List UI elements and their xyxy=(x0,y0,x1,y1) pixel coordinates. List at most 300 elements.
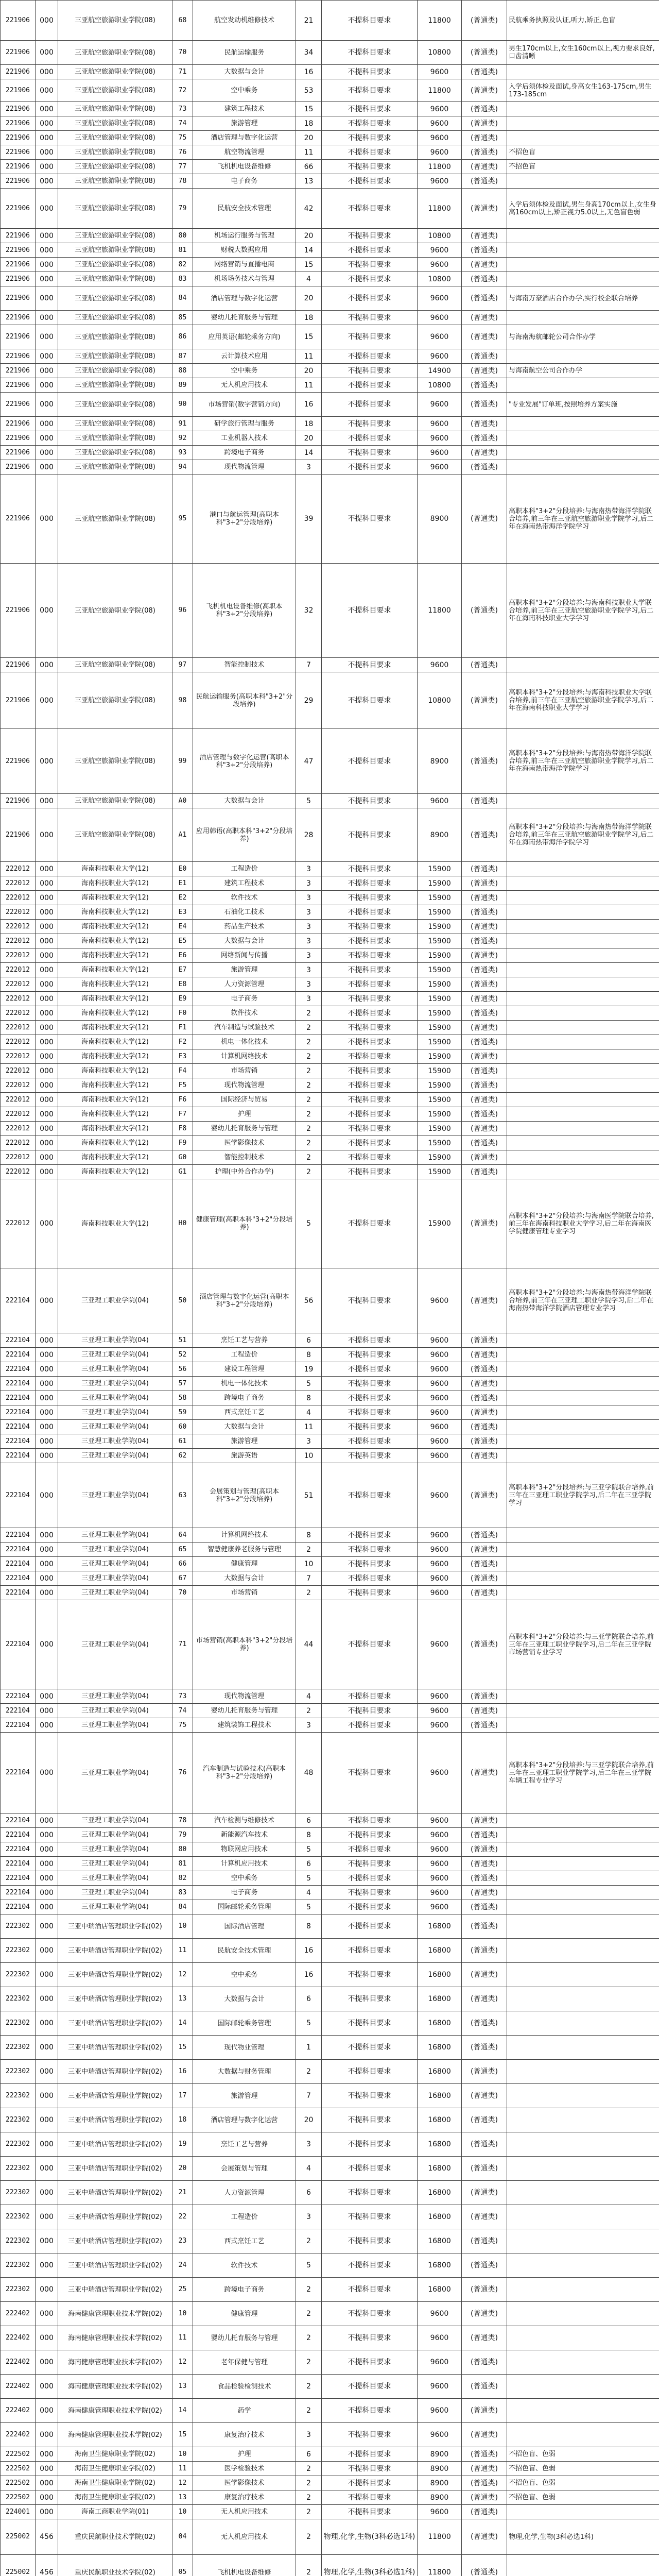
remark-cell xyxy=(507,116,659,131)
remark-cell xyxy=(507,378,659,393)
tuition-cell: 15900 xyxy=(418,876,462,891)
major-name-cell: 酒店管理与数字化运营(高职本科"3+2"分段培养) xyxy=(193,729,296,794)
category-cell: (普通类) xyxy=(462,145,507,160)
subject-requirement-cell: 不提科目要求 xyxy=(322,1586,418,1600)
remark-cell xyxy=(507,1391,659,1405)
major-code-cell: 98 xyxy=(172,672,193,729)
table-row xyxy=(1,2462,659,2476)
category-cell: (普通类) xyxy=(462,2375,507,2399)
plan-count-cell: 21 xyxy=(296,1,322,41)
tuition-cell: 16800 xyxy=(418,2278,462,2302)
college-name-cell: 三亚航空旅游职业学院(08) xyxy=(58,393,172,417)
major-code-cell: 84 xyxy=(172,286,193,311)
type-code-cell: 000 xyxy=(36,1528,58,1543)
college-name-cell: 三亚航空旅游职业学院(08) xyxy=(58,564,172,658)
category-cell: (普通类) xyxy=(462,2447,507,2462)
remark-cell xyxy=(507,2375,659,2399)
table-row xyxy=(1,658,659,672)
table-row xyxy=(1,2505,659,2519)
category-cell: (普通类) xyxy=(462,393,507,417)
college-code-cell: 221906 xyxy=(1,393,36,417)
major-name-cell: 飞机机电设备维修 xyxy=(193,2555,296,2576)
remark-cell xyxy=(507,1528,659,1543)
remark-cell xyxy=(507,349,659,364)
major-name-cell: 护理 xyxy=(193,1107,296,1122)
remark-cell xyxy=(507,1078,659,1093)
type-code-cell: 456 xyxy=(36,2555,58,2576)
category-cell: (普通类) xyxy=(462,286,507,311)
subject-requirement-cell: 不提科目要求 xyxy=(322,2423,418,2447)
major-name-cell: 护理 xyxy=(193,2447,296,2462)
subject-requirement-cell: 不提科目要求 xyxy=(322,1165,418,1179)
plan-count-cell: 3 xyxy=(296,920,322,934)
tuition-cell: 16800 xyxy=(418,2036,462,2060)
college-code-cell: 222012 xyxy=(1,1093,36,1107)
college-name-cell: 海南科技职业大学(12) xyxy=(58,1049,172,1064)
type-code-cell: 000 xyxy=(36,1362,58,1377)
table-row xyxy=(1,1,659,41)
college-name-cell: 三亚理工职业学院(04) xyxy=(58,1857,172,1871)
type-code-cell: 000 xyxy=(36,2205,58,2229)
remark-cell xyxy=(507,65,659,79)
category-cell: (普通类) xyxy=(462,2108,507,2132)
major-code-cell: 70 xyxy=(172,1586,193,1600)
college-code-cell: 221906 xyxy=(1,65,36,79)
remark-cell xyxy=(507,1107,659,1122)
tuition-cell: 15900 xyxy=(418,963,462,977)
tuition-cell: 10800 xyxy=(418,272,462,286)
major-name-cell: 烹饪工艺与营养 xyxy=(193,2132,296,2157)
subject-requirement-cell: 不提科目要求 xyxy=(322,1348,418,1362)
major-name-cell: 护理(中外合作办学) xyxy=(193,1165,296,1179)
category-cell: (普通类) xyxy=(462,1391,507,1405)
college-name-cell: 三亚理工职业学院(04) xyxy=(58,1333,172,1348)
college-code-cell: 222012 xyxy=(1,1122,36,1136)
plan-count-cell: 66 xyxy=(296,160,322,174)
college-name-cell: 三亚航空旅游职业学院(08) xyxy=(58,311,172,325)
tuition-cell: 15900 xyxy=(418,1107,462,1122)
table-row xyxy=(1,1842,659,1857)
table-row xyxy=(1,431,659,446)
type-code-cell: 000 xyxy=(36,1586,58,1600)
remark-cell xyxy=(507,1586,659,1600)
tuition-cell: 8900 xyxy=(418,2476,462,2490)
major-code-cell: 23 xyxy=(172,2229,193,2253)
major-name-cell: 食品检验检测技术 xyxy=(193,2375,296,2399)
major-name-cell: 健康管理(高职本科"3+2"分段培养) xyxy=(193,1179,296,1268)
college-name-cell: 海南健康管理职业技术学院(02) xyxy=(58,2350,172,2375)
tuition-cell: 9600 xyxy=(418,1434,462,1449)
tuition-cell: 11800 xyxy=(418,1,462,41)
remark-cell xyxy=(507,1006,659,1021)
plan-count-cell: 14 xyxy=(296,446,322,460)
tuition-cell: 9600 xyxy=(418,1842,462,1857)
major-name-cell: 旅游管理 xyxy=(193,116,296,131)
tuition-cell: 15900 xyxy=(418,934,462,948)
college-code-cell: 222012 xyxy=(1,905,36,920)
type-code-cell: 000 xyxy=(36,1842,58,1857)
table-row xyxy=(1,1914,659,1939)
college-code-cell: 222302 xyxy=(1,2132,36,2157)
category-cell: (普通类) xyxy=(462,1,507,41)
college-code-cell: 222104 xyxy=(1,1333,36,1348)
subject-requirement-cell: 不提科目要求 xyxy=(322,1049,418,1064)
college-code-cell: 222012 xyxy=(1,1078,36,1093)
type-code-cell: 000 xyxy=(36,2375,58,2399)
table-row xyxy=(1,1268,659,1333)
major-code-cell: 22 xyxy=(172,2205,193,2229)
major-name-cell: 软件技术 xyxy=(193,1006,296,1021)
category-cell: (普通类) xyxy=(462,1842,507,1857)
subject-requirement-cell: 不提科目要求 xyxy=(322,2447,418,2462)
college-name-cell: 三亚中瑞酒店管理职业学院(02) xyxy=(58,1939,172,1963)
type-code-cell: 000 xyxy=(36,1,58,41)
category-cell: (普通类) xyxy=(462,729,507,794)
major-name-cell: 国际酒店管理 xyxy=(193,1914,296,1939)
subject-requirement-cell: 不提科目要求 xyxy=(322,65,418,79)
major-name-cell: 飞机机电设备维修(高职本科"3+2"分段培养) xyxy=(193,564,296,658)
subject-requirement-cell: 不提科目要求 xyxy=(322,2011,418,2036)
college-code-cell: 222402 xyxy=(1,2326,36,2350)
tuition-cell: 8900 xyxy=(418,2490,462,2505)
table-row xyxy=(1,1449,659,1463)
major-code-cell: 86 xyxy=(172,325,193,349)
subject-requirement-cell: 不提科目要求 xyxy=(322,272,418,286)
remark-cell xyxy=(507,2108,659,2132)
college-name-cell: 三亚理工职业学院(04) xyxy=(58,1268,172,1333)
remark-cell xyxy=(507,2060,659,2084)
subject-requirement-cell: 不提科目要求 xyxy=(322,1857,418,1871)
table-row xyxy=(1,963,659,977)
major-code-cell: 96 xyxy=(172,564,193,658)
category-cell: (普通类) xyxy=(462,1268,507,1333)
remark-cell xyxy=(507,102,659,116)
table-row xyxy=(1,1391,659,1405)
major-code-cell: 11 xyxy=(172,1939,193,1963)
college-name-cell: 三亚理工职业学院(04) xyxy=(58,1828,172,1842)
type-code-cell: 000 xyxy=(36,1914,58,1939)
major-name-cell: 新能源汽车技术 xyxy=(193,1828,296,1842)
college-name-cell: 三亚航空旅游职业学院(08) xyxy=(58,364,172,378)
major-name-cell: 港口与航运管理(高职本科"3+2"分段培养) xyxy=(193,474,296,564)
plan-count-cell: 3 xyxy=(296,862,322,876)
major-code-cell: G0 xyxy=(172,1150,193,1165)
remark-cell: 与海南海航邮轮公司合作办学 xyxy=(507,325,659,349)
college-code-cell: 221906 xyxy=(1,286,36,311)
major-code-cell: F3 xyxy=(172,1049,193,1064)
tuition-cell: 9600 xyxy=(418,1362,462,1377)
tuition-cell: 8900 xyxy=(418,2447,462,2462)
plan-count-cell: 2 xyxy=(296,2375,322,2399)
college-name-cell: 三亚理工职业学院(04) xyxy=(58,1405,172,1420)
college-code-cell: 222104 xyxy=(1,1733,36,1814)
major-code-cell: E5 xyxy=(172,934,193,948)
remark-cell xyxy=(507,905,659,920)
type-code-cell: 000 xyxy=(36,1718,58,1733)
table-row xyxy=(1,2555,659,2576)
major-name-cell: 汽车检测与维修技术 xyxy=(193,1814,296,1828)
college-name-cell: 海南健康管理职业技术学院(02) xyxy=(58,2423,172,2447)
category-cell: (普通类) xyxy=(462,1571,507,1586)
major-code-cell: H0 xyxy=(172,1179,193,1268)
college-code-cell: 222104 xyxy=(1,1857,36,1871)
table-row xyxy=(1,116,659,131)
type-code-cell: 000 xyxy=(36,446,58,460)
major-code-cell: 12 xyxy=(172,2350,193,2375)
type-code-cell: 000 xyxy=(36,1348,58,1362)
tuition-cell: 9600 xyxy=(418,1857,462,1871)
college-name-cell: 三亚中瑞酒店管理职业学院(02) xyxy=(58,2011,172,2036)
college-name-cell: 海南科技职业大学(12) xyxy=(58,1035,172,1049)
remark-cell: 与海南航空公司合作办学 xyxy=(507,364,659,378)
college-code-cell: 222012 xyxy=(1,948,36,963)
major-name-cell: 民航运输服务(高职本科"3+2"分段培养) xyxy=(193,672,296,729)
plan-count-cell: 2 xyxy=(296,2326,322,2350)
table-row xyxy=(1,2181,659,2205)
major-code-cell: 91 xyxy=(172,417,193,431)
type-code-cell: 000 xyxy=(36,1136,58,1150)
plan-count-cell: 11 xyxy=(296,1420,322,1434)
tuition-cell: 11800 xyxy=(418,2555,462,2576)
plan-count-cell: 18 xyxy=(296,417,322,431)
plan-count-cell: 53 xyxy=(296,79,322,102)
college-name-cell: 三亚中瑞酒店管理职业学院(02) xyxy=(58,2278,172,2302)
type-code-cell: 000 xyxy=(36,79,58,102)
major-code-cell: 15 xyxy=(172,2423,193,2447)
remark-cell xyxy=(507,460,659,474)
remark-cell: "专业发展"订单班,按照培养方案实施 xyxy=(507,393,659,417)
college-name-cell: 三亚中瑞酒店管理职业学院(02) xyxy=(58,2205,172,2229)
major-name-cell: 市场营销(数字营销方向) xyxy=(193,393,296,417)
type-code-cell: 000 xyxy=(36,417,58,431)
college-code-cell: 222302 xyxy=(1,2181,36,2205)
college-name-cell: 海南科技职业大学(12) xyxy=(58,1122,172,1136)
category-cell: (普通类) xyxy=(462,325,507,349)
college-code-cell: 222104 xyxy=(1,1842,36,1857)
remark-cell xyxy=(507,2278,659,2302)
major-code-cell: E3 xyxy=(172,905,193,920)
category-cell: (普通类) xyxy=(462,2505,507,2519)
table-row xyxy=(1,729,659,794)
major-code-cell: F7 xyxy=(172,1107,193,1122)
type-code-cell: 000 xyxy=(36,1165,58,1179)
college-code-cell: 222502 xyxy=(1,2476,36,2490)
tuition-cell: 15900 xyxy=(418,1078,462,1093)
major-name-cell: 现代物流管理 xyxy=(193,1689,296,1704)
major-name-cell: 现代物流管理 xyxy=(193,460,296,474)
major-code-cell: 94 xyxy=(172,460,193,474)
remark-cell: 物理,化学,生物(3科必选1科) xyxy=(507,2519,659,2555)
type-code-cell: 000 xyxy=(36,808,58,862)
type-code-cell: 000 xyxy=(36,1122,58,1136)
subject-requirement-cell: 不提科目要求 xyxy=(322,1107,418,1122)
category-cell: (普通类) xyxy=(462,1420,507,1434)
subject-requirement-cell: 不提科目要求 xyxy=(322,325,418,349)
subject-requirement-cell: 不提科目要求 xyxy=(322,1333,418,1348)
college-code-cell: 222012 xyxy=(1,1107,36,1122)
remark-cell xyxy=(507,1064,659,1078)
major-code-cell: 83 xyxy=(172,272,193,286)
tuition-cell: 15900 xyxy=(418,1035,462,1049)
remark-cell: 男生170cm以上,女生160cm以上,视力要求良好,口齿清晰 xyxy=(507,41,659,65)
table-row xyxy=(1,1857,659,1871)
type-code-cell: 000 xyxy=(36,1600,58,1689)
remark-cell xyxy=(507,2036,659,2060)
major-name-cell: 酒店管理与数字化运营 xyxy=(193,131,296,145)
remark-cell: 不招色盲、色弱 xyxy=(507,2476,659,2490)
plan-count-cell: 1 xyxy=(296,2036,322,2060)
remark-cell xyxy=(507,1704,659,1718)
table-row xyxy=(1,378,659,393)
type-code-cell: 000 xyxy=(36,2490,58,2505)
subject-requirement-cell: 不提科目要求 xyxy=(322,920,418,934)
type-code-cell: 000 xyxy=(36,1571,58,1586)
category-cell: (普通类) xyxy=(462,1049,507,1064)
major-name-cell: 康复治疗技术 xyxy=(193,2490,296,2505)
major-code-cell: G1 xyxy=(172,1165,193,1179)
tuition-cell: 11800 xyxy=(418,160,462,174)
plan-count-cell: 2 xyxy=(296,2519,322,2555)
category-cell: (普通类) xyxy=(462,948,507,963)
type-code-cell: 000 xyxy=(36,1093,58,1107)
college-code-cell: 221906 xyxy=(1,102,36,116)
major-code-cell: 93 xyxy=(172,446,193,460)
plan-count-cell: 15 xyxy=(296,102,322,116)
college-code-cell: 222104 xyxy=(1,1828,36,1842)
tuition-cell: 9600 xyxy=(418,393,462,417)
major-code-cell: 57 xyxy=(172,1377,193,1391)
plan-count-cell: 6 xyxy=(296,1333,322,1348)
remark-cell xyxy=(507,272,659,286)
plan-count-cell: 56 xyxy=(296,1268,322,1333)
plan-count-cell: 2 xyxy=(296,1136,322,1150)
subject-requirement-cell: 不提科目要求 xyxy=(322,1600,418,1689)
major-code-cell: 79 xyxy=(172,189,193,229)
plan-count-cell: 15 xyxy=(296,258,322,272)
tuition-cell: 16800 xyxy=(418,2011,462,2036)
tuition-cell: 15900 xyxy=(418,920,462,934)
college-code-cell: 221906 xyxy=(1,174,36,189)
type-code-cell: 000 xyxy=(36,729,58,794)
type-code-cell: 000 xyxy=(36,2350,58,2375)
major-name-cell: 汽车制造与试验技术 xyxy=(193,1021,296,1035)
category-cell: (普通类) xyxy=(462,2060,507,2084)
plan-count-cell: 16 xyxy=(296,65,322,79)
college-name-cell: 三亚航空旅游职业学院(08) xyxy=(58,243,172,258)
college-name-cell: 三亚航空旅游职业学院(08) xyxy=(58,474,172,564)
category-cell: (普通类) xyxy=(462,1064,507,1078)
table-row xyxy=(1,174,659,189)
subject-requirement-cell: 不提科目要求 xyxy=(322,393,418,417)
major-name-cell: 药品生产技术 xyxy=(193,920,296,934)
college-code-cell: 222302 xyxy=(1,2205,36,2229)
college-code-cell: 222402 xyxy=(1,2375,36,2399)
major-code-cell: 85 xyxy=(172,311,193,325)
type-code-cell: 000 xyxy=(36,2447,58,2462)
major-name-cell: 机电一体化技术 xyxy=(193,1377,296,1391)
type-code-cell: 000 xyxy=(36,658,58,672)
college-name-cell: 海南科技职业大学(12) xyxy=(58,1064,172,1078)
table-row xyxy=(1,2375,659,2399)
major-name-cell: 婴幼儿托育服务与管理 xyxy=(193,2326,296,2350)
college-name-cell: 三亚航空旅游职业学院(08) xyxy=(58,79,172,102)
tuition-cell: 9600 xyxy=(418,1718,462,1733)
subject-requirement-cell: 不提科目要求 xyxy=(322,564,418,658)
plan-count-cell: 16 xyxy=(296,1939,322,1963)
type-code-cell: 000 xyxy=(36,948,58,963)
college-code-cell: 222012 xyxy=(1,1021,36,1035)
tuition-cell: 16800 xyxy=(418,1914,462,1939)
category-cell: (普通类) xyxy=(462,672,507,729)
subject-requirement-cell: 不提科目要求 xyxy=(322,2350,418,2375)
category-cell: (普通类) xyxy=(462,2278,507,2302)
table-row xyxy=(1,1165,659,1179)
college-name-cell: 三亚理工职业学院(04) xyxy=(58,1689,172,1704)
major-code-cell: E8 xyxy=(172,977,193,992)
category-cell: (普通类) xyxy=(462,1333,507,1348)
plan-count-cell: 6 xyxy=(296,1814,322,1828)
tuition-cell: 15900 xyxy=(418,1150,462,1165)
college-code-cell: 222104 xyxy=(1,1377,36,1391)
category-cell: (普通类) xyxy=(462,2519,507,2555)
table-row xyxy=(1,145,659,160)
table-row xyxy=(1,948,659,963)
table-row xyxy=(1,349,659,364)
plan-count-cell: 2 xyxy=(296,2555,322,2576)
plan-count-cell: 16 xyxy=(296,393,322,417)
type-code-cell: 000 xyxy=(36,672,58,729)
type-code-cell: 000 xyxy=(36,1543,58,1557)
college-code-cell: 222012 xyxy=(1,1064,36,1078)
category-cell: (普通类) xyxy=(462,1987,507,2011)
plan-count-cell: 5 xyxy=(296,1871,322,1886)
tuition-cell: 9600 xyxy=(418,116,462,131)
college-code-cell: 221906 xyxy=(1,658,36,672)
plan-count-cell: 34 xyxy=(296,41,322,65)
type-code-cell: 000 xyxy=(36,431,58,446)
major-code-cell: 17 xyxy=(172,2084,193,2108)
tuition-cell: 8900 xyxy=(418,474,462,564)
category-cell: (普通类) xyxy=(462,2084,507,2108)
type-code-cell: 000 xyxy=(36,1828,58,1842)
tuition-cell: 9600 xyxy=(418,1733,462,1814)
major-name-cell: 市场营销 xyxy=(193,1586,296,1600)
tuition-cell: 9600 xyxy=(418,1600,462,1689)
college-code-cell: 222302 xyxy=(1,2060,36,2084)
college-name-cell: 三亚理工职业学院(04) xyxy=(58,1586,172,1600)
plan-count-cell: 2 xyxy=(296,2302,322,2326)
category-cell: (普通类) xyxy=(462,65,507,79)
major-name-cell: 跨境电子商务 xyxy=(193,2278,296,2302)
subject-requirement-cell: 不提科目要求 xyxy=(322,992,418,1006)
remark-cell xyxy=(507,2229,659,2253)
college-name-cell: 海南科技职业大学(12) xyxy=(58,1150,172,1165)
major-code-cell: 74 xyxy=(172,1704,193,1718)
tuition-cell: 15900 xyxy=(418,977,462,992)
major-code-cell: 95 xyxy=(172,474,193,564)
category-cell: (普通类) xyxy=(462,1165,507,1179)
type-code-cell: 000 xyxy=(36,364,58,378)
plan-count-cell: 3 xyxy=(296,1434,322,1449)
table-row xyxy=(1,1586,659,1600)
table-row xyxy=(1,102,659,116)
remark-cell xyxy=(507,1914,659,1939)
tuition-cell: 9600 xyxy=(418,2505,462,2519)
table-row xyxy=(1,2278,659,2302)
plan-count-cell: 2 xyxy=(296,1006,322,1021)
remark-cell xyxy=(507,1557,659,1571)
tuition-cell: 15900 xyxy=(418,1093,462,1107)
